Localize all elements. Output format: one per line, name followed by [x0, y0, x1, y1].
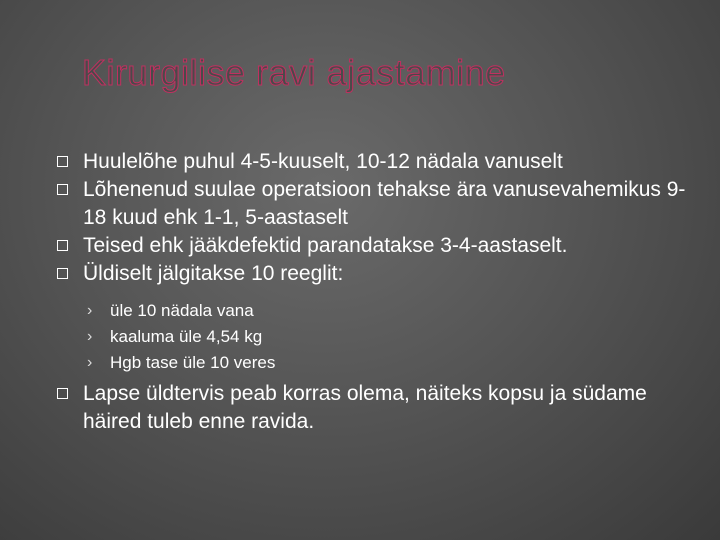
- square-bullet-icon: [57, 184, 68, 195]
- bullet-text: Lapse üldtervis peab korras olema, näiteks kopsu ja südame häired tuleb enne ravida.: [83, 382, 647, 433]
- chevron-right-icon: ›: [87, 302, 93, 319]
- sub-bullet-item: [87, 326, 670, 348]
- bullet-item: [83, 260, 693, 288]
- slide-title: Kirurgilise ravi ajastamine: [82, 52, 506, 93]
- bullet-item: [83, 148, 693, 176]
- square-bullet-icon: [57, 268, 68, 279]
- bullet-text: Üldiselt jälgitakse 10 reeglit:: [83, 262, 344, 285]
- bullet-text: Teised ehk jääkdefektid parandatakse 3-4-aastaselt.: [83, 234, 568, 257]
- bullet-item: [83, 380, 693, 436]
- square-bullet-icon: [57, 388, 68, 399]
- chevron-right-icon: ›: [87, 354, 93, 371]
- sub-bullet-item: [87, 352, 670, 374]
- bullet-item: [83, 176, 693, 232]
- bullet-text: Huulelõhe puhul 4-5-kuuselt, 10-12 nädala vanuselt: [83, 150, 563, 173]
- square-bullet-icon: [57, 240, 68, 251]
- sub-bullet-text: üle 10 nädala vana: [110, 301, 254, 320]
- sub-bullet-item: [87, 300, 670, 322]
- bullet-item: [83, 232, 693, 260]
- bullet-text: Lõhenenud suulae operatsioon tehakse ära vanusevahemikus 9-18 kuud ehk 1-1, 5-aastaselt: [83, 178, 686, 229]
- square-bullet-icon: [57, 156, 68, 167]
- sub-bullet-text: Hgb tase üle 10 veres: [110, 353, 276, 372]
- sub-bullet-text: kaaluma üle 4,54 kg: [110, 327, 263, 346]
- chevron-right-icon: ›: [87, 328, 93, 345]
